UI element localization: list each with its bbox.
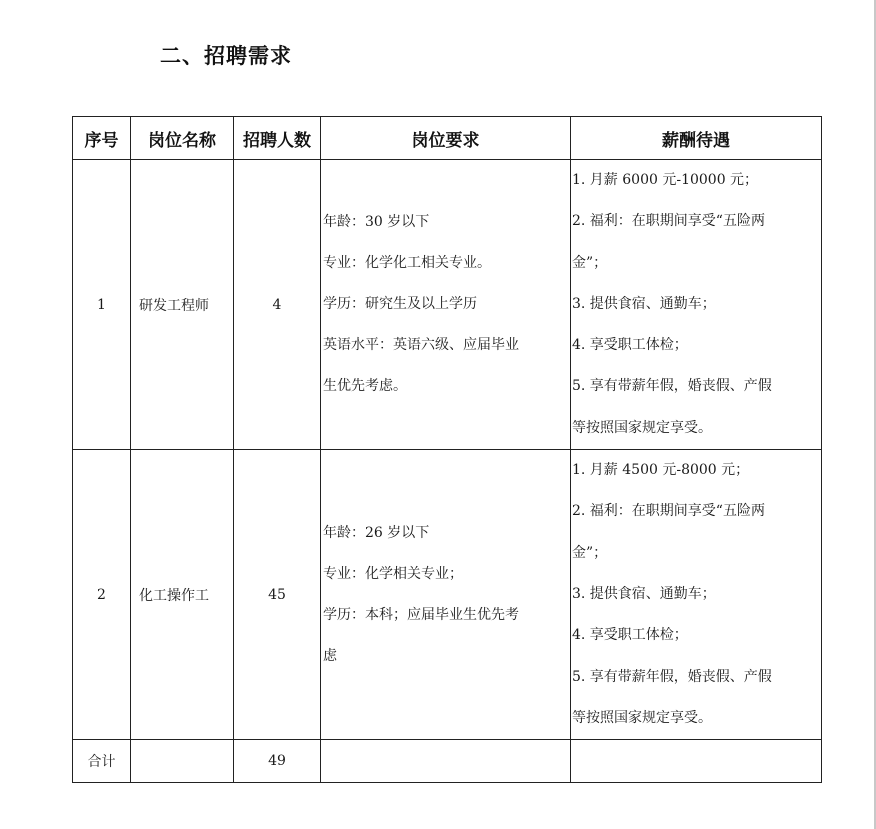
total-empty-cell	[131, 740, 234, 783]
requirement-line: 专业：化学相关专业；	[323, 565, 463, 582]
benefit-line: 4. 享受职工体检；	[572, 337, 688, 354]
cell-no: 1	[73, 160, 131, 450]
cell-position: 化工操作工	[131, 450, 234, 740]
total-empty-cell	[321, 740, 571, 783]
cell-count: 45	[234, 450, 321, 740]
benefit-line: 4. 享受职工体检；	[572, 627, 688, 644]
cell-count: 4	[234, 160, 321, 450]
section-title: 二、招聘需求	[160, 44, 292, 68]
recruitment-table	[72, 116, 822, 783]
requirement-line: 年龄：30 岁以下	[323, 214, 430, 231]
table-row	[73, 160, 822, 450]
total-label: 合计	[73, 740, 131, 783]
requirement-line: 虑	[323, 647, 337, 664]
benefit-line: 5. 享有带薪年假，婚丧假、产假	[572, 378, 772, 395]
requirement-line: 年龄：26 岁以下	[323, 524, 430, 541]
requirement-line: 英语水平：英语六级、应届毕业	[323, 337, 519, 354]
header-count: 招聘人数	[234, 117, 321, 160]
benefit-line: 金”；	[572, 254, 608, 271]
benefit-line: 等按照国家规定享受。	[572, 419, 712, 436]
benefit-line: 1. 月薪 4500 元-8000 元；	[572, 462, 750, 479]
benefit-line: 等按照国家规定享受。	[572, 709, 712, 726]
cell-requirements	[321, 160, 571, 450]
benefit-line: 2. 福利：在职期间享受“五险两	[572, 503, 765, 520]
cell-position: 研发工程师	[131, 160, 234, 450]
total-empty-cell	[571, 740, 822, 783]
requirement-line: 专业：化学化工相关专业。	[323, 255, 491, 272]
header-no: 序号	[73, 117, 131, 160]
benefit-line: 3. 提供食宿、通勤车；	[572, 295, 716, 312]
requirement-line: 学历：研究生及以上学历	[323, 296, 477, 313]
cell-no: 2	[73, 450, 131, 740]
cell-benefits	[571, 160, 822, 450]
requirement-line: 生优先考虑。	[323, 378, 407, 395]
benefit-line: 3. 提供食宿、通勤车；	[572, 585, 716, 602]
cell-requirements	[321, 450, 571, 740]
table-row	[73, 450, 822, 740]
total-row	[73, 740, 822, 783]
header-benefits: 薪酬待遇	[571, 117, 822, 160]
benefit-line: 5. 享有带薪年假，婚丧假、产假	[572, 668, 772, 685]
header-position: 岗位名称	[131, 117, 234, 160]
total-count: 49	[234, 740, 321, 783]
cell-benefits	[571, 450, 822, 740]
table-header-row	[73, 117, 822, 160]
header-requirements: 岗位要求	[321, 117, 571, 160]
benefit-line: 金”；	[572, 544, 608, 561]
benefit-line: 2. 福利：在职期间享受“五险两	[572, 213, 765, 230]
benefit-line: 1. 月薪 6000 元-10000 元；	[572, 172, 759, 188]
requirement-line: 学历：本科；应届毕业生优先考	[323, 606, 519, 623]
